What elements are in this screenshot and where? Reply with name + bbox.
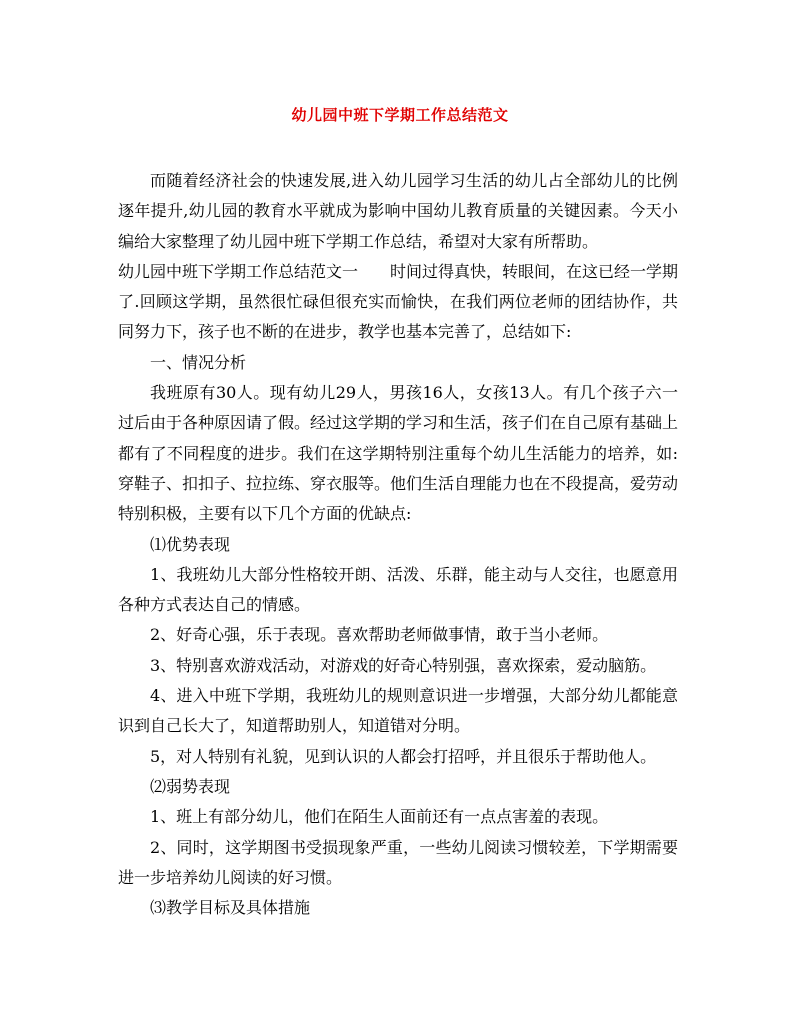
subheading-strengths: ⑴优势表现 bbox=[150, 534, 231, 554]
strength-item-1: 1、我班幼儿大部分性格较开朗、活泼、乐群，能主动与人交往，也愿意用各种方式表达自己的情感。 bbox=[118, 564, 678, 615]
strength-item-3: 3、特别喜欢游戏活动，对游戏的好奇心特别强，喜欢探索，爱动脑筋。 bbox=[150, 655, 657, 675]
document-title: 幼儿园中班下学期工作总结范文 bbox=[291, 106, 509, 124]
strength-item-4: 4、进入中班下学期，我班幼儿的规则意识进一步增强，大部分幼儿都能意识到自己长大了，知道帮助别人，知道错对分明。 bbox=[118, 686, 678, 736]
document-body bbox=[118, 166, 678, 923]
subheading-teaching-goals: ⑶教学目标及具体措施 bbox=[150, 898, 311, 918]
intro-paragraph: 而随着经济社会的快速发展,进入幼儿园学习生活的幼儿占全部幼儿的比例逐年提升,幼儿园的教育水平就成为影响中国幼儿教育质量的关键因素。今天小编给大家整理了幼儿园中班下学期工作总结，希望对大家有所帮助。 bbox=[118, 171, 678, 251]
strength-item-5: 5，对人特别有礼貌，见到认识的人都会打招呼，并且很乐于帮助他人。 bbox=[150, 746, 657, 766]
weakness-item-2: 2、同时，这学期图书受损现象严重，一些幼儿阅读习惯较差，下学期需要进一步培养幼儿阅读的好习惯。 bbox=[118, 837, 678, 887]
summary-heading-paragraph: 幼儿园中班下学期工作总结范文一 时间过得真快，转眼间，在这已经一学期了.回顾这学期，虽然很忙碌但很充实而愉快，在我们两位老师的团结协作，共同努力下，孩子也不断的在进步，教学也基本完善了，总结如下: bbox=[118, 261, 679, 342]
class-overview-paragraph: 我班原有30人。现有幼儿29人，男孩16人，女孩13人。有几个孩子六一过后由于各种原因请了假。经过这学期的学习和生活，孩子们在自己原有基础上都有了不同程度的进步。我们在这学期特别注重每个幼儿生活能力的培养，如:穿鞋子、扣扣子、拉拉练、穿衣服等。他们生活自理能力也在不段提高，爱劳动特别积极，主要有以下几个方面的优缺点: bbox=[118, 383, 679, 524]
strength-item-2: 2、好奇心强，乐于表现。喜欢帮助老师做事情，敢于当小老师。 bbox=[150, 625, 609, 645]
subheading-weaknesses: ⑵弱势表现 bbox=[150, 776, 231, 796]
section-heading-situation: 一、情况分析 bbox=[150, 352, 247, 372]
weakness-item-1: 1、班上有部分幼儿，他们在陌生人面前还有一点点害羞的表现。 bbox=[150, 807, 609, 827]
